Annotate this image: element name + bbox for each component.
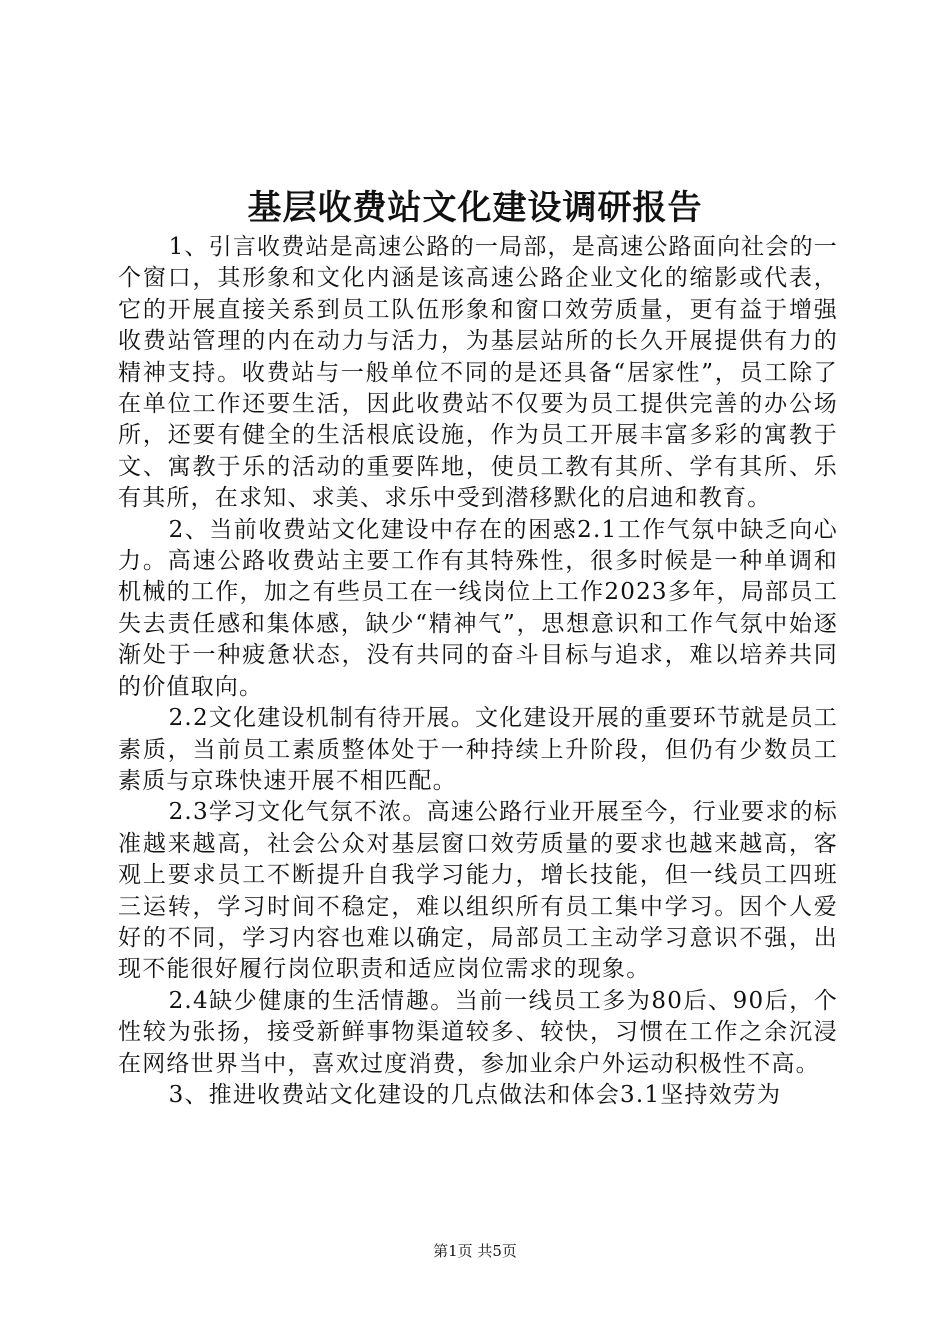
page-footer: 第1页 共5页 [433,1242,517,1260]
paragraph-mechanism: 2.2文化建设机制有待开展。文化建设开展的重要环节就是员工素质，当前员工素质整体处于一种持续上升阶段，但仍有少数员工素质与京珠快速开展不相匹配。 [118,705,838,794]
paragraph-practices: 3、推进收费站文化建设的几点做法和体会3.1坚持效劳为 [168,1081,782,1108]
document-title: 基层收费站文化建设调研报告 [247,188,703,228]
paragraph-introduction: 1、引言收费站是高速公路的一局部，是高速公路面向社会的一个窗口，其形象和文化内涵是该高速公路企业文化的缩影或代表，它的开展直接关系到员工队伍形象和窗口效劳质量，更有益于增强收费站管理的内在动力与活力，为基层站所的长久开展提供有力的精神支持。收费站与一般单位不同的是还具备“居家性”，员工除了在单位工作还要生活，因此收费站不仅要为员工提供完善的办公场所，还要有健全的生活根底设施，作为员工开展丰富多彩的寓教于文、寓教于乐的活动的重要阵地，使员工教有其所、学有其所、乐有其所，在求知、求美、求乐中受到潜移默化的启迪和教育。 [118,234,838,512]
document-body [118,232,838,1111]
paragraph-learning-atmosphere: 2.3学习文化气氛不浓。高速公路行业开展至今，行业要求的标准越来越高，社会公众对基层窗口效劳质量的要求也越来越高，客观上要求员工不断提升自我学习能力，增长技能，但一线员工四班三运转，学习时间不稳定，难以组织所有员工集中学习。因个人爱好的不同，学习内容也难以确定，局部员工主动学习意识不强，出现不能很好履行岗位职责和适应岗位需求的现象。 [118,799,838,983]
paragraph-current-problems: 2、当前收费站文化建设中存在的困惑2.1工作气氛中缺乏向心力。高速公路收费站主要工作有其特殊性，很多时候是一种单调和机械的工作，加之有些员工在一线岗位上工作2023多年，局部员工失去责任感和集体感，缺少“精神气”，思想意识和工作气氛中始逐渐处于一种疲惫状态，没有共同的奋斗目标与追求，难以培养共同的价值取向。 [118,516,838,700]
paragraph-life-interests: 2.4缺少健康的生活情趣。当前一线员工多为80后、90后，个性较为张扬，接受新鲜事物渠道较多、较快，习惯在工作之余沉浸在网络世界当中，喜欢过度消费，参加业余户外运动积极性不高。 [118,987,838,1077]
